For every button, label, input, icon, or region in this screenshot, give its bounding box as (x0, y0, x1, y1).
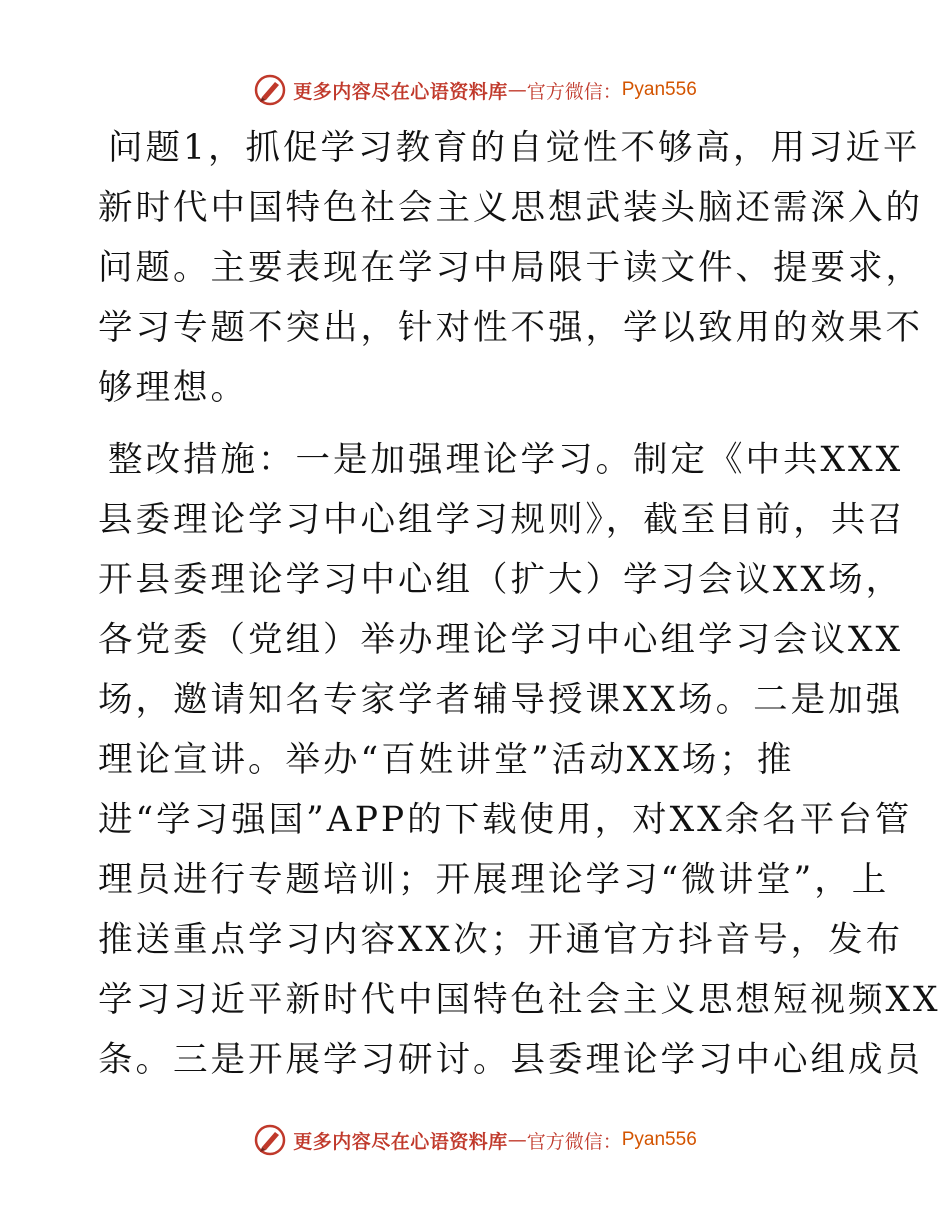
text-line: 学习专题不突出，针对性不强，学以致用的效果不 (98, 308, 923, 348)
text-line: 推送重点学习内容XX次；开通官方抖音号，发布 (98, 920, 904, 960)
text-line: 理员进行专题培训；开展理论学习“微讲堂”，上 (98, 860, 890, 900)
text-line: 问题1，抓促学习教育的自觉性不够高，用习近平 (108, 128, 921, 168)
text-line: 学习习近平新时代中国特色社会主义思想短视频XX (98, 980, 941, 1020)
text-line: 理论宣讲。举办“百姓讲堂”活动XX场；推 (98, 740, 795, 780)
paragraph-problem (98, 118, 923, 418)
document-body (98, 118, 941, 1090)
banner-separator: — (507, 79, 527, 101)
header-banner (0, 70, 950, 110)
text-line: 开县委理论学习中心组（扩大）学习会议XX场， (98, 560, 904, 600)
text-line: 县委理论学习中心组学习规则》，截至目前，共召 (98, 500, 906, 540)
paragraph-measures (98, 430, 941, 1090)
text-line: 进“学习强国”APP的下载使用，对XX余名平台管 (98, 800, 913, 840)
banner-wechat-id: Pyan556 (621, 1129, 697, 1150)
text-line: 场，邀请知名专家学者辅导授课XX场。二是加强 (98, 680, 904, 720)
banner-main-text: 更多内容尽在心语资料库 (293, 80, 508, 103)
logo-icon (253, 1123, 287, 1157)
banner-separator: — (507, 1129, 527, 1151)
banner-sub-text: 官方微信： (526, 80, 622, 103)
paragraph-gap (98, 418, 868, 430)
banner-main-text: 更多内容尽在心语资料库 (293, 1130, 508, 1153)
banner-wechat-id: Pyan556 (621, 79, 697, 100)
banner-sub-text: 官方微信： (526, 1130, 622, 1153)
text-line: 条。三是开展学习研讨。县委理论学习中心组成员 (98, 1040, 923, 1080)
text-line: 问题。主要表现在学习中局限于读文件、提要求， (98, 248, 923, 288)
text-line: 各党委（党组）举办理论学习中心组学习会议XX (98, 620, 904, 660)
text-line: 新时代中国特色社会主义思想武装头脑还需深入的 (98, 188, 923, 228)
footer-banner (0, 1120, 950, 1160)
logo-icon (253, 73, 287, 107)
text-line: 整改措施：一是加强理论学习。制定《中共XXX (108, 440, 904, 480)
text-line: 够理想。 (98, 368, 248, 408)
